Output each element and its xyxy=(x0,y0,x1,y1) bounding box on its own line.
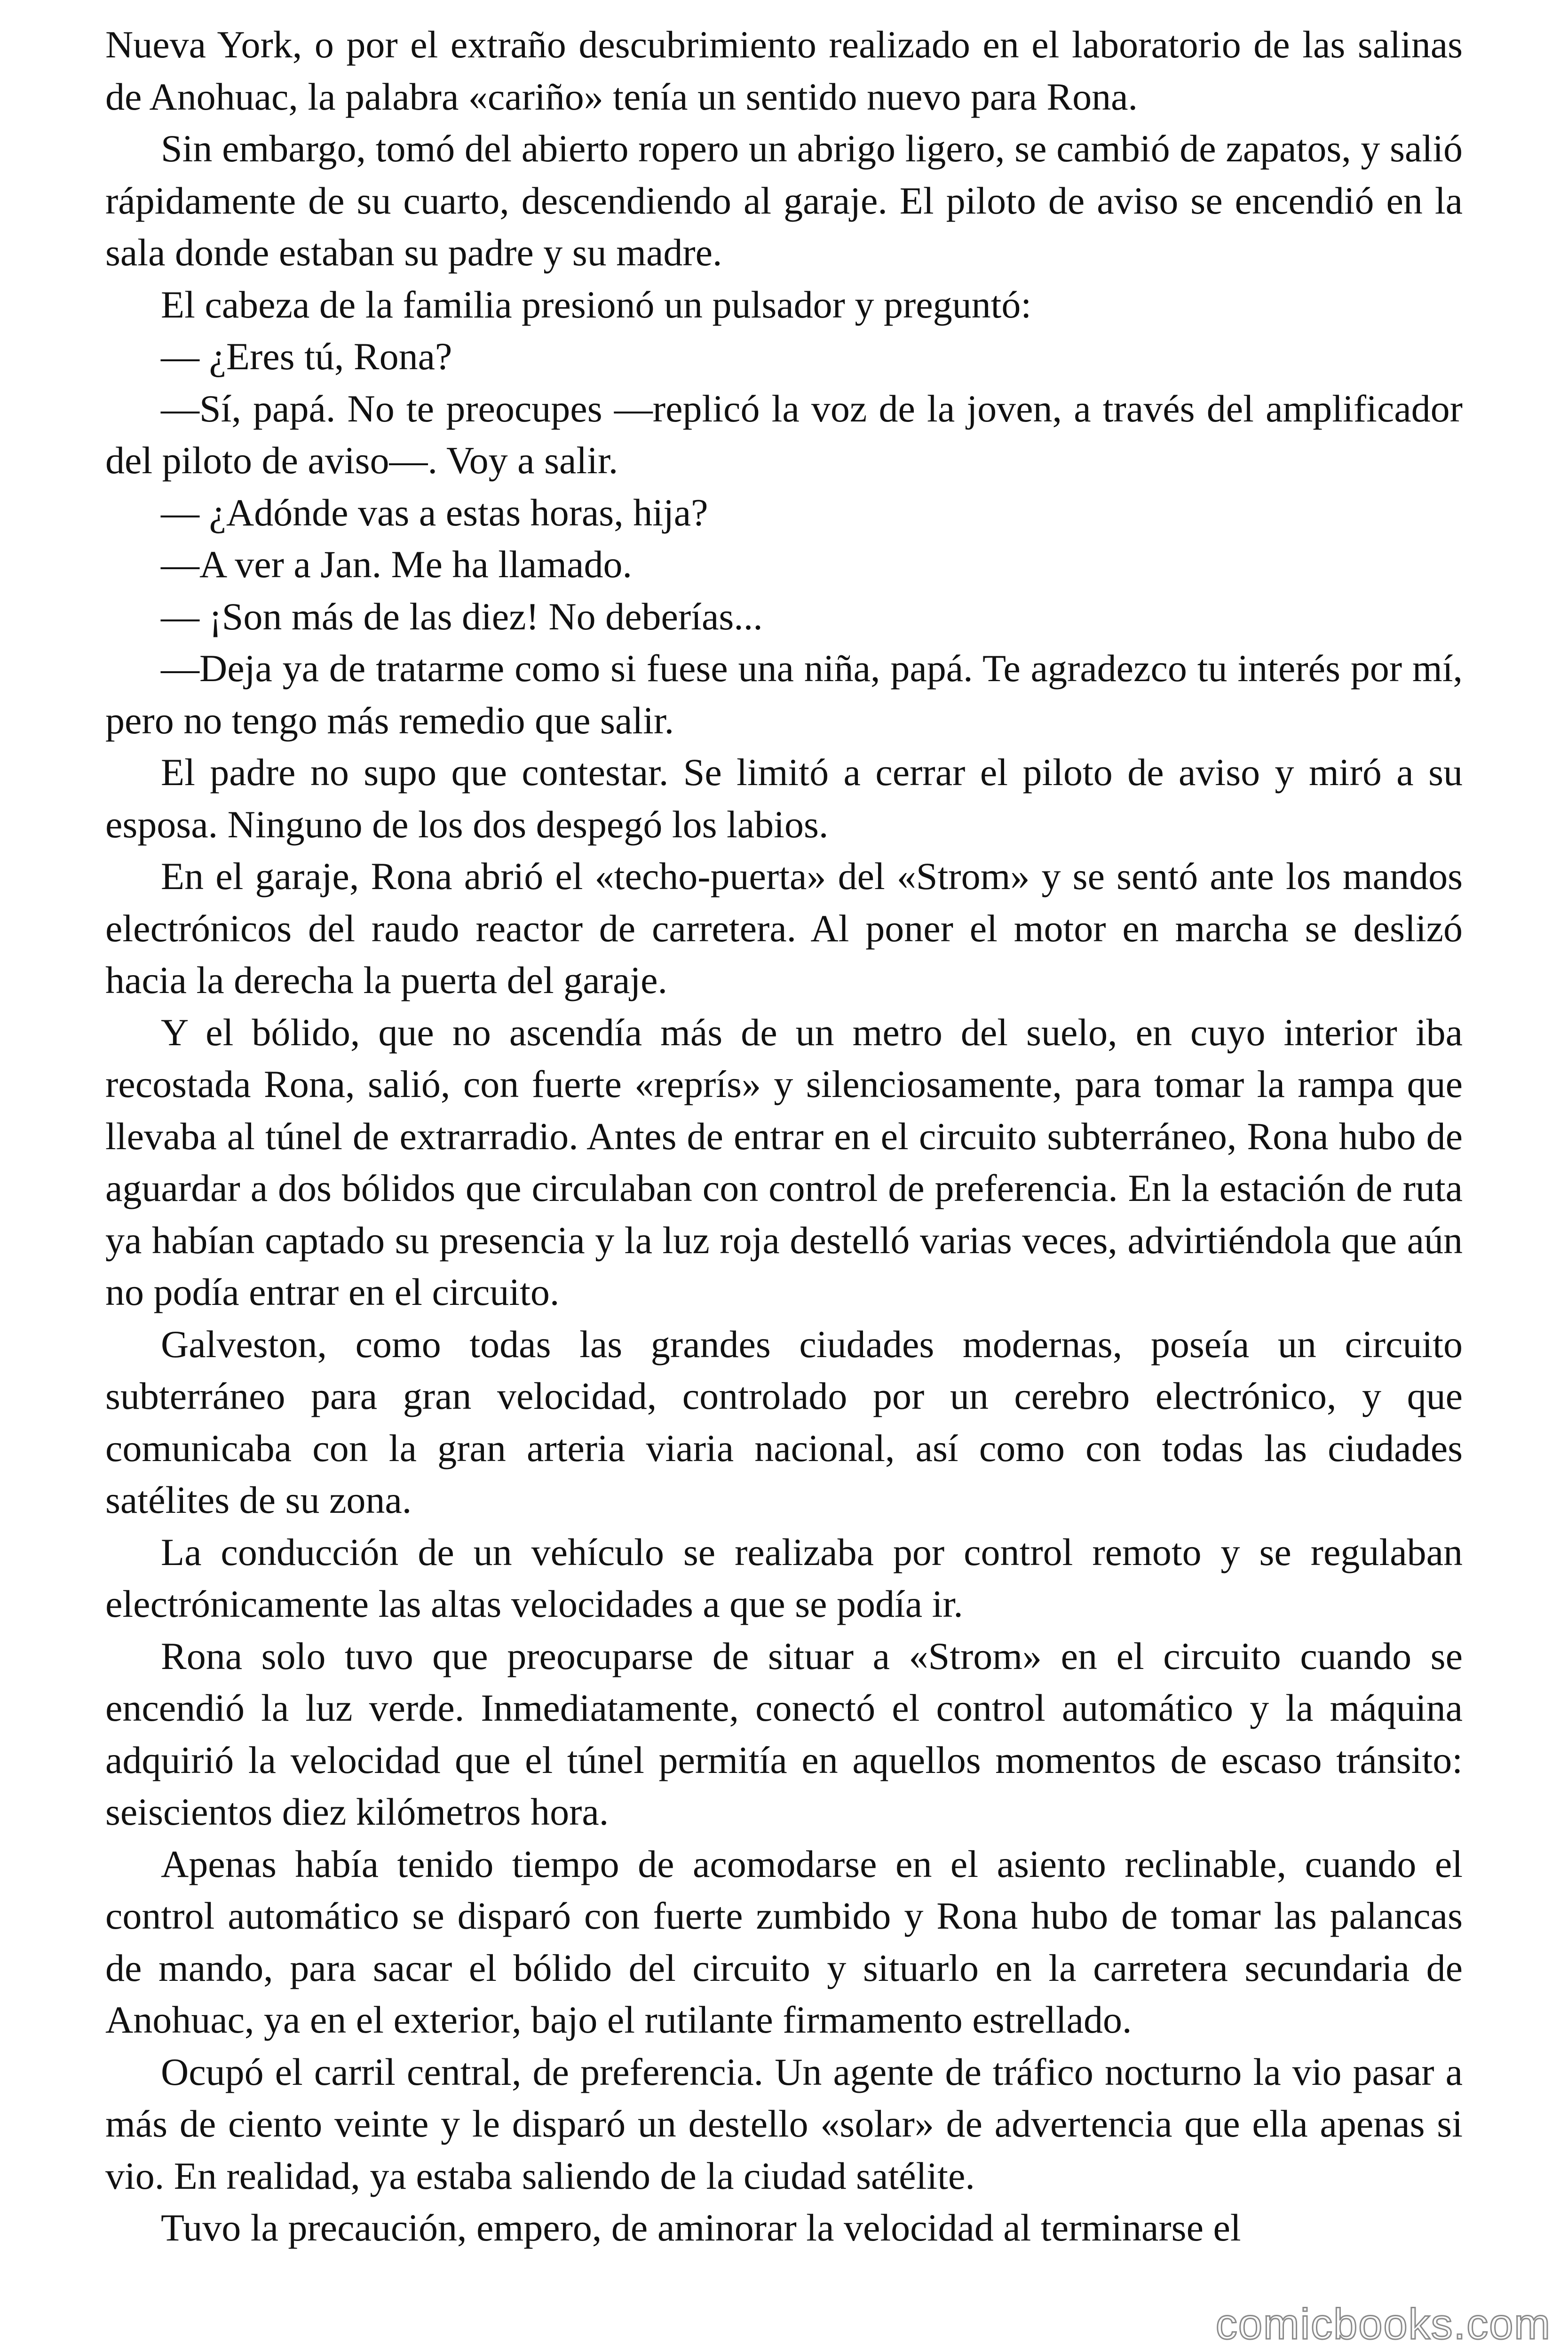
paragraph-3: El cabeza de la familia presionó un pulsador y preguntó: xyxy=(161,283,1032,326)
watermark: comicbooks.com xyxy=(1215,2300,1551,2348)
paragraph-12: Y el bólido, que no ascendía más de un metro del suelo, en cuyo interior iba recostada Rona, salió, con fuerte «reprís» y silenciosamente, para tomar la rampa que llevaba al túnel de extrarradio. Antes de entrar en el circuito subterráneo, Rona hubo de aguardar a dos bólidos que circulaban con control de preferencia. En la estación de ruta ya habían captado su presencia y la luz roja destelló varias veces, advirtiéndola que aún no podía entrar en el circuito. xyxy=(105,1010,1463,1313)
dialogue-line-1: — ¿Eres tú, Rona? xyxy=(161,335,452,378)
paragraph-18: Tuvo la precaución, empero, de aminorar la velocidad al terminarse el xyxy=(161,2206,1241,2249)
page-text xyxy=(105,19,1463,2254)
paragraph-13: Galveston, como todas las grandes ciudades modernas, poseía un circuito subterráneo para gran velocidad, controlado por un cerebro electrónico, y que comunicaba con la gran arteria viaria nacional, así como con todas las ciudades satélites de su zona. xyxy=(105,1322,1463,1521)
paragraph-17: Ocupó el carril central, de preferencia. Un agente de tráfico nocturno la vio pasar a más de ciento veinte y le disparó un destello «solar» de advertencia que ella apenas si vio. En realidad, ya estaba saliendo de la ciudad satélite. xyxy=(105,2050,1463,2197)
paragraph-15: Rona solo tuvo que preocuparse de situar a «Strom» en el circuito cuando se encendió la luz verde. Inmediatamente, conectó el control automático y la máquina adquirió la velocidad que el túnel permitía en aquellos momentos de escaso tránsito: seiscientos diez kilómetros hora. xyxy=(105,1634,1463,1833)
paragraph-16: Apenas había tenido tiempo de acomodarse en el asiento reclinable, cuando el control automático se disparó con fuerte zumbido y Rona hubo de tomar las palancas de mando, para sacar el bólido del circuito y situarlo en la carretera secundaria de Anohuac, ya en el exterior, bajo el rutilante firmamento estrellado. xyxy=(105,1842,1463,2041)
dialogue-line-5: — ¡Son más de las diez! No deberías... xyxy=(161,595,763,638)
dialogue-line-3: — ¿Adónde vas a estas horas, hija? xyxy=(161,491,708,534)
paragraph-14: La conducción de un vehículo se realizaba por control remoto y se regulaban electrónicamente las altas velocidades a que se podía ir. xyxy=(105,1530,1463,1625)
paragraph-2: Sin embargo, tomó del abierto ropero un abrigo ligero, se cambió de zapatos, y salió rápidamente de su cuarto, descendiendo al garaje. El piloto de aviso se encendió en la sala donde estaban su padre y su madre. xyxy=(105,127,1463,274)
dialogue-line-4: —A ver a Jan. Me ha llamado. xyxy=(161,543,632,586)
dialogue-line-6: —Deja ya de tratarme como si fuese una niña, papá. Te agradezco tu interés por mí, pero no tengo más remedio que salir. xyxy=(105,647,1463,742)
paragraph-11: En el garaje, Rona abrió el «techo-puerta» del «Strom» y se sentó ante los mandos electrónicos del raudo reactor de carretera. Al poner el motor en marcha se deslizó hacia la derecha la puerta del garaje. xyxy=(105,855,1463,1001)
paragraph-1: Nueva York, o por el extraño descubrimiento realizado en el laboratorio de las salinas de Anohuac, la palabra «cariño» tenía un sentido nuevo para Rona. xyxy=(105,23,1463,118)
paragraph-10: El padre no supo que contestar. Se limitó a cerrar el piloto de aviso y miró a su esposa. Ninguno de los dos despegó los labios. xyxy=(105,751,1463,846)
dialogue-line-2: —Sí, papá. No te preocupes —replicó la voz de la joven, a través del amplificador del piloto de aviso—. Voy a salir. xyxy=(105,387,1463,482)
